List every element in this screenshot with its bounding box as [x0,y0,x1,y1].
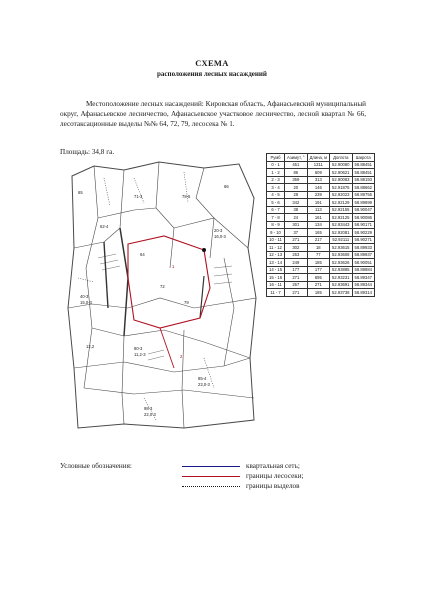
table-cell: 185 [307,289,329,297]
table-cell: 11 - 7 [267,289,285,297]
document-title: СХЕМА [195,58,229,68]
table-row [267,229,375,237]
table-row [267,221,375,229]
map-label: 20-3 [214,228,223,233]
table-cell: 302 [285,244,308,252]
legend-label: границы лесосеки; [246,472,304,480]
map-label: 16,0-3 [214,234,226,239]
table-cell: 8 - 9 [267,221,285,229]
table-cell: 52.92081 [330,229,352,237]
map-label: 85-4 [198,376,207,381]
legend-swatch-kvartal [182,466,240,467]
table-cell: 217 [307,236,329,244]
lesoseka-boundary [128,236,210,328]
table-row [267,176,375,184]
table-cell: 1311 [307,161,329,169]
table-row [267,199,375,207]
table-cell: 14 - 15 [267,266,285,274]
table-cell: 52.93231 [330,274,352,282]
table-cell: 191 [307,199,329,207]
coordinates-table-body [267,161,375,296]
coordinates-header-cell: Азимут, ° [285,154,308,162]
coordinates-header-cell: Длина, м [307,154,329,162]
table-cell: 1 - 2 [267,169,285,177]
map-label: 40-3 [80,294,89,299]
table-cell: 86 [285,169,308,177]
table-cell: 20 [285,184,308,192]
table-cell: 58.89884 [352,266,374,274]
table-cell: 271 [285,289,308,297]
table-cell: 52.93443 [330,221,352,229]
table-cell: 165 [307,229,329,237]
table-cell: 177 [307,266,329,274]
table-cell: 13 - 14 [267,259,285,267]
map-label: 78-5 [182,194,191,199]
reference-point-marker [202,248,206,252]
table-cell: 52.93626 [330,259,352,267]
map-label: 15,0-3 [80,300,92,305]
table-cell: 257 [285,281,308,289]
table-cell: 146 [307,184,329,192]
table-cell: 2 - 3 [267,176,285,184]
table-row [267,289,375,297]
table-cell: 77 [307,251,329,259]
table-cell: 58.89314 [352,289,374,297]
table-cell: 0 - 1 [267,161,285,169]
coordinates-header-cell: Румб [267,154,285,162]
table-cell: 58.88451 [352,161,374,169]
map-label: 71-3 [134,194,143,199]
table-cell: 37 [285,229,308,237]
table-cell: 52.90083 [330,176,352,184]
table-cell: 359 [285,176,308,184]
table-cell: 15 - 16 [267,274,285,282]
table-row [267,251,375,259]
table-cell: 58.89755 [352,191,374,199]
table-cell: 24 [285,214,308,222]
table-cell: 239 [307,191,329,199]
table-row [267,169,375,177]
table-cell: 609 [307,169,329,177]
table-row [267,281,375,289]
table-cell: 451 [285,161,308,169]
table-cell: 52.92023 [330,191,352,199]
map-label: 64 [140,252,145,257]
document-subtitle: расположения лесных насаждений [157,70,267,78]
table-cell: 3 - 4 [267,184,285,192]
table-cell: 38 [285,206,308,214]
table-cell: 301 [285,221,308,229]
table-cell: 52.90080 [330,161,352,169]
table-row [267,244,375,252]
table-row [267,191,375,199]
table-row [267,214,375,222]
table-cell: 52.93738 [330,289,352,297]
table-cell: 52.92129 [330,199,352,207]
map-label: 72 [160,284,165,289]
table-cell: 271 [307,281,329,289]
table-cell: 58.89899 [352,199,374,207]
table-cell: 58.90271 [352,236,374,244]
map-label: 98-3 [144,406,153,411]
table-cell: 52.92125 [330,214,352,222]
table-cell: 10 - 11 [267,236,285,244]
table-row [267,206,375,214]
table-cell: 161 [307,214,329,222]
table-cell: 177 [285,266,308,274]
table-cell: 52.93615 [330,244,352,252]
table-cell: 58.88662 [352,184,374,192]
table-cell: 16 - 11 [267,281,285,289]
table-cell: 52.90621 [330,169,352,177]
table-cell: 185 [307,259,329,267]
map-label: 11,2-3 [134,352,146,357]
table-cell: 12 - 13 [267,251,285,259]
table-cell: 58.90051 [352,259,374,267]
table-row [267,184,375,192]
table-cell: 313 [307,176,329,184]
map-label: 23,0-3 [198,382,210,387]
table-cell: 271 [285,274,308,282]
table-cell: 11 - 12 [267,244,285,252]
table-cell: 52.93608 [330,251,352,259]
table-cell: 58.89347 [352,274,374,282]
table-cell: 342 [285,199,308,207]
table-cell: 52.93885 [330,266,352,274]
coordinates-header-row [267,154,375,162]
table-cell: 58.90047 [352,206,374,214]
table-cell: 5 - 6 [267,199,285,207]
table-cell: 253 [285,251,308,259]
legend-label: границы выделов [246,482,300,490]
map-label: 79 [184,300,189,305]
table-cell: 58.89344 [352,281,374,289]
legend-swatch-lesoseka [182,476,240,477]
legend-swatch-vydel [182,486,240,487]
table-cell: 52.91875 [330,184,352,192]
map-label: 1 [172,264,175,269]
table-cell: 28 [285,191,308,199]
table-row [267,266,375,274]
table-cell: 18 [307,244,329,252]
table-cell: 249 [285,259,308,267]
table-cell: 58.90229 [352,229,374,237]
table-cell: 58.90086 [352,214,374,222]
table-cell: 52.93691 [330,281,352,289]
table-cell: 9 - 10 [267,229,285,237]
table-cell: 6 - 7 [267,206,285,214]
coordinates-header-cell: Широта [352,154,374,162]
map-label: 65 [78,190,83,195]
map-label: 2 [180,354,183,359]
location-paragraph: Местоположение лесных насаждений: Кировская область, Афанасьевский муниципальный округ, Афанасьевское лесничество, Афанасьевское участковое лесничество, лесной квартал № 66, лесотаксационные выделы №№ 64, 72, 79, лесосека № 1. [60,100,366,128]
table-cell: 271 [285,236,308,244]
forest-scheme-map [64,158,260,434]
table-row [267,274,375,282]
table-row [267,161,375,169]
map-label: 66 [224,184,229,189]
table-cell: 695 [307,274,329,282]
table-cell: 58.88193 [352,176,374,184]
table-cell: 4 - 5 [267,191,285,199]
map-label: 62-4 [100,224,109,229]
map-label: 22,0-3 [144,412,156,417]
table-cell: 113 [307,206,329,214]
kvartal-boundary [68,162,256,428]
table-cell: 7 - 8 [267,214,285,222]
legend-title: Условные обозначения: [60,462,132,470]
table-cell: 58.88451 [352,169,374,177]
table-cell: 52.92155 [330,206,352,214]
legend-label: квартальная сеть; [246,462,300,470]
table-cell: 134 [307,221,329,229]
table-cell: 52.92111 [330,236,352,244]
map-label: 80-3 [134,346,143,351]
table-cell: 58.89937 [352,251,374,259]
area-line: Площадь: 34,8 га. [60,148,115,156]
table-cell: 58.89933 [352,244,374,252]
coordinates-table [266,153,375,297]
table-row [267,259,375,267]
map-label: 12,2 [86,344,95,349]
coordinates-header-cell: Долгота [330,154,352,162]
table-cell: 58.90171 [352,221,374,229]
table-row [267,236,375,244]
